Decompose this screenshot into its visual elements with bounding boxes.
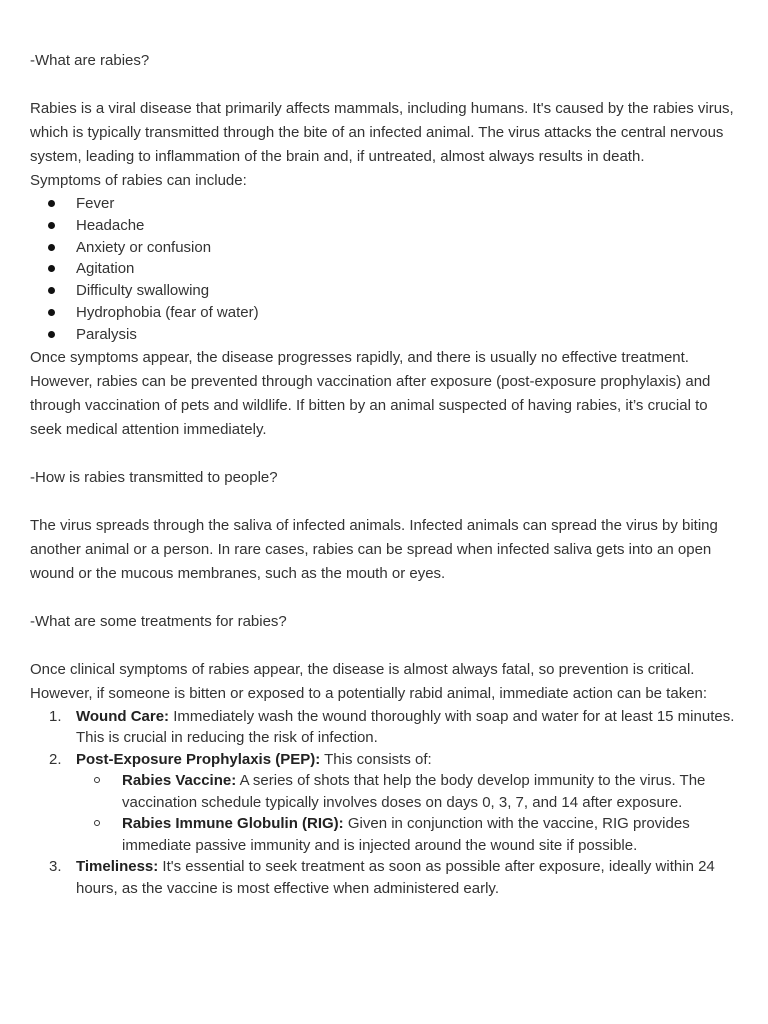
treatments-intro-paragraph: Once clinical symptoms of rabies appear, the disease is almost always fatal, so prevention is critical. However, if someone is bitten or exposed to a potentially rabid animal, immediate action can be taken: — [30, 660, 708, 702]
question-treatments: -What are some treatments for rabies? — [30, 612, 287, 630]
bullet-icon — [48, 222, 55, 229]
transmission-answer-paragraph: The virus spreads through the saliva of infected animals. Infected animals can spread the virus by biting another animal or a person. In rare cases, rabies can be spread when infected saliva gets into an open wound or the mucous membranes, such as the mouth or eyes. — [30, 516, 718, 582]
list-item — [76, 258, 740, 280]
treatment-steps-list — [30, 706, 740, 900]
step-title: Timeliness: — [76, 857, 159, 875]
list-item — [49, 856, 740, 899]
list-item — [76, 215, 740, 237]
sub-item-title: Rabies Immune Globulin (RIG): — [122, 815, 344, 833]
circle-bullet-icon — [94, 820, 100, 826]
list-item — [49, 706, 740, 749]
pep-sublist — [76, 770, 740, 856]
symptom-label: Fever — [76, 195, 115, 212]
list-item — [49, 749, 740, 856]
step-number: 1. — [49, 707, 62, 725]
sub-item-text: Given in conjunction with the vaccine, RIG provides immediate passive immunity and is injected around the wound site if possible. — [122, 815, 690, 854]
symptom-label: Paralysis — [76, 325, 137, 343]
step-text: This consists of: — [320, 750, 432, 768]
symptoms-lead: Symptoms of rabies can include: — [30, 172, 247, 189]
list-item — [76, 280, 740, 302]
rabies-intro-paragraph: Rabies is a viral disease that primarily affects mammals, including humans. It's caused by the rabies virus, which is typically transmitted through the bite of an infected animal. The virus attacks the central nervous system, leading to inflammation of the brain and, if untreated, almost always results in death. — [30, 100, 734, 165]
symptom-label: Anxiety or confusion — [76, 238, 212, 256]
bullet-icon — [48, 200, 55, 207]
bullet-icon — [48, 287, 55, 294]
circle-bullet-icon — [94, 777, 100, 783]
step-text: It's essential to seek treatment as soon as possible after exposure, ideally within 24 hours, as the vaccine is most effective when administered early. — [76, 857, 715, 897]
sub-item-title: Rabies Vaccine: — [122, 772, 237, 790]
sub-item-text: A series of shots that help the body develop immunity to the virus. The vaccination schedule typically involves doses on days 0, 3, 7, and 14 after exposure. — [122, 772, 706, 811]
bullet-icon — [48, 265, 55, 272]
bullet-icon — [48, 309, 55, 316]
symptoms-list — [30, 193, 740, 346]
question-transmission: -How is rabies transmitted to people? — [30, 468, 278, 486]
step-text: Immediately wash the wound thoroughly with soap and water for at least 15 minutes. This is crucial in reducing the risk of infection. — [76, 707, 735, 747]
list-item — [122, 770, 740, 813]
list-item — [76, 237, 740, 259]
symptom-label: Difficulty swallowing — [76, 282, 210, 300]
rabies-outro-paragraph: Once symptoms appear, the disease progresses rapidly, and there is usually no effective treatment. However, rabies can be prevented through vaccination after exposure (post-exposure prophylaxis) and through vaccination of pets and wildlife. If bitten by an animal suspected of having rabies, it’s crucial to seek medical attention immediately. — [30, 348, 711, 438]
symptom-label: Hydrophobia (fear of water) — [76, 303, 259, 321]
bullet-icon — [48, 244, 55, 251]
list-item — [76, 324, 740, 346]
step-number: 2. — [49, 750, 62, 768]
step-title: Post-Exposure Prophylaxis (PEP): — [76, 750, 321, 768]
list-item — [122, 813, 740, 856]
symptom-label: Headache — [76, 216, 145, 234]
list-item — [76, 302, 740, 324]
bullet-icon — [48, 331, 55, 338]
list-item — [76, 193, 740, 215]
symptom-label: Agitation — [76, 260, 135, 278]
step-title: Wound Care: — [76, 707, 170, 725]
question-what-are-rabies: -What are rabies? — [30, 52, 150, 69]
step-number: 3. — [49, 857, 62, 875]
